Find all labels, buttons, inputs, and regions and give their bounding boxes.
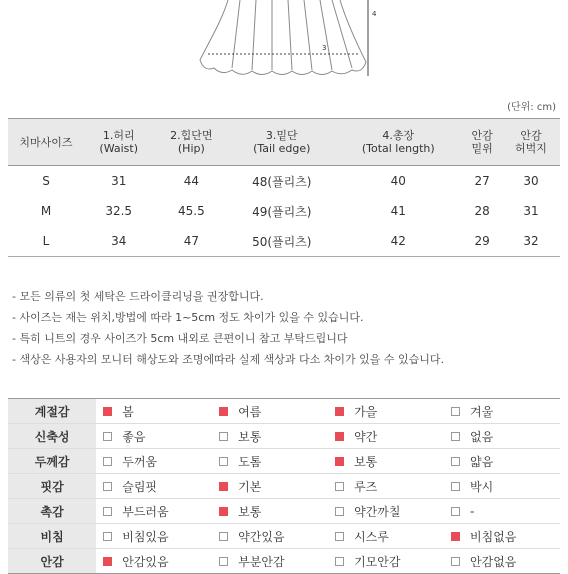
size-column-header (153, 119, 229, 166)
header-line: (Tail edge) (253, 142, 311, 155)
unchecked-box-icon (451, 457, 460, 466)
size-cell: 28 (474, 204, 490, 218)
unchecked-box-icon (451, 557, 460, 566)
size-column-header (502, 119, 560, 166)
size-cell: M (40, 204, 52, 218)
fit-option (328, 424, 444, 449)
header-line: 3.밑단 (265, 129, 298, 142)
checked-box-icon (219, 507, 228, 516)
header-line: 밑위 (471, 142, 493, 155)
size-cell: 30 (523, 174, 539, 188)
header-line: 1.허리 (102, 129, 135, 142)
fit-option (444, 399, 560, 424)
size-cell: S (42, 174, 50, 188)
fit-option (96, 549, 212, 574)
fit-option-label: 좋음 (122, 429, 146, 444)
fit-option (96, 524, 212, 549)
fit-option (444, 549, 560, 574)
fit-option-label: 얇음 (470, 454, 494, 469)
header-line: 허벅지 (515, 142, 547, 155)
checked-box-icon (335, 457, 344, 466)
fit-option-label: 약간있음 (238, 529, 285, 544)
unchecked-box-icon (451, 482, 460, 491)
note-line: - 사이즈는 재는 위치,방법에 따라 1~5cm 정도 차이가 있을 수 있습니다. (12, 311, 364, 324)
size-cell: 32.5 (105, 204, 133, 218)
unchecked-box-icon (451, 507, 460, 516)
fit-option (212, 424, 328, 449)
checked-box-icon (219, 482, 228, 491)
unchecked-box-icon (335, 507, 344, 516)
fit-option (96, 474, 212, 499)
fit-row (8, 424, 560, 449)
fit-option (328, 499, 444, 524)
fit-option (212, 524, 328, 549)
fit-option (328, 549, 444, 574)
fit-option (212, 499, 328, 524)
fit-option (444, 499, 560, 524)
checked-box-icon (335, 432, 344, 441)
header-line: 치마사이즈 (19, 135, 73, 149)
fit-option-label: 기본 (238, 479, 262, 494)
unit-note: (단위: cm) (507, 102, 556, 113)
size-cell: 27 (474, 174, 490, 188)
height-label: 4 (372, 10, 377, 18)
size-row (8, 196, 560, 226)
size-cell: 31 (111, 174, 127, 188)
size-cell: 44 (183, 174, 199, 188)
fit-row-label: 두께감 (8, 449, 96, 474)
unchecked-box-icon (103, 507, 112, 516)
size-cell: 42 (334, 226, 462, 257)
size-column-header (8, 119, 84, 166)
size-cell: 49(플리츠) (252, 204, 312, 219)
fit-option-label: 비침없음 (470, 529, 517, 544)
size-column-header (334, 119, 462, 166)
fit-option-label: 겨울 (470, 404, 494, 419)
note-line: - 색상은 사용자의 모니터 해상도와 조명에따라 실제 색상과 다소 차이가 있을 수 있습니다. (12, 353, 444, 366)
header-line: (Hip) (177, 142, 205, 155)
fit-option-label: 두꺼움 (122, 454, 158, 469)
size-cell: 32 (502, 226, 560, 257)
fit-option-label: 시스루 (354, 529, 389, 544)
fit-option-label: 보통 (238, 429, 262, 444)
checked-box-icon (335, 407, 344, 416)
fit-option (96, 499, 212, 524)
checked-box-icon (219, 407, 228, 416)
size-cell: 48(플리츠) (252, 174, 312, 189)
fit-option (212, 549, 328, 574)
size-cell: 41 (390, 204, 406, 218)
hem-label: 3 (322, 44, 327, 52)
unchecked-box-icon (219, 557, 228, 566)
fit-option-label: 루즈 (354, 479, 378, 494)
size-cell: 47 (153, 226, 229, 257)
size-cell: 34 (84, 226, 153, 257)
size-cell: 31 (523, 204, 539, 218)
size-cell: 45.5 (177, 204, 205, 218)
fit-option-label: 도톰 (238, 454, 262, 469)
fit-info-table (8, 398, 560, 574)
unchecked-box-icon (219, 532, 228, 541)
size-table (8, 118, 560, 257)
fit-option-label: 안감없음 (470, 554, 517, 569)
fit-option-label: 안감있음 (122, 554, 169, 569)
checked-box-icon (103, 557, 112, 566)
note-line: - 특히 니트의 경우 사이즈가 5cm 내외로 큰편이니 참고 부탁드립니다 (12, 332, 348, 345)
fit-row-label: 핏감 (8, 474, 96, 499)
fit-option (96, 399, 212, 424)
unchecked-box-icon (103, 432, 112, 441)
fit-option-label: 보통 (354, 454, 378, 469)
fit-option-label: - (470, 504, 475, 519)
fit-row (8, 474, 560, 499)
unchecked-box-icon (219, 457, 228, 466)
care-notes (12, 286, 444, 370)
note-line: - 모든 의류의 첫 세탁은 드라이클리닝을 권장합니다. (12, 290, 264, 303)
fit-row-label: 비침 (8, 524, 96, 549)
header-line: 2.힙단면 (170, 129, 213, 142)
fit-option (444, 524, 560, 549)
fit-option (328, 399, 444, 424)
fit-row-label: 신축성 (8, 424, 96, 449)
fit-option-label: 가을 (354, 404, 378, 419)
fit-option (444, 474, 560, 499)
size-row (8, 166, 560, 197)
unchecked-box-icon (103, 532, 112, 541)
unchecked-box-icon (335, 532, 344, 541)
fit-option-label: 슬림핏 (122, 479, 158, 494)
header-line: 안감 (520, 129, 542, 142)
unchecked-box-icon (103, 457, 112, 466)
header-line: (Total length) (361, 142, 435, 155)
unchecked-box-icon (451, 407, 460, 416)
header-line: 4.총장 (382, 129, 415, 142)
size-row (8, 226, 560, 257)
fit-option (328, 474, 444, 499)
fit-row (8, 549, 560, 574)
size-column-header (462, 119, 502, 166)
fit-option (212, 449, 328, 474)
fit-option-label: 부드러움 (122, 504, 169, 519)
fit-option (212, 399, 328, 424)
unchecked-box-icon (219, 432, 228, 441)
fit-option (96, 449, 212, 474)
fit-row (8, 524, 560, 549)
unchecked-box-icon (451, 432, 460, 441)
fit-option (212, 474, 328, 499)
unchecked-box-icon (335, 557, 344, 566)
fit-option-label: 기모안감 (354, 554, 401, 569)
size-cell: L (8, 226, 84, 257)
skirt-diagram (0, 0, 568, 92)
fit-option-label: 봄 (122, 404, 134, 419)
fit-row-label: 안감 (8, 549, 96, 574)
fit-option-label: 약간까칠 (354, 504, 401, 519)
checked-box-icon (103, 407, 112, 416)
fit-option-label: 비침있음 (122, 529, 169, 544)
fit-option (96, 424, 212, 449)
unchecked-box-icon (335, 482, 344, 491)
checked-box-icon (451, 532, 460, 541)
size-column-header (229, 119, 334, 166)
unchecked-box-icon (103, 482, 112, 491)
size-column-header (84, 119, 153, 166)
fit-option (328, 449, 444, 474)
fit-row (8, 399, 560, 424)
header-line: 안감 (471, 129, 493, 142)
fit-option-label: 약간 (354, 429, 378, 444)
fit-option (328, 524, 444, 549)
fit-option-label: 보통 (238, 504, 262, 519)
size-cell: 29 (462, 226, 502, 257)
fit-row-label: 계절감 (8, 399, 96, 424)
header-line: (Waist) (99, 142, 139, 155)
fit-row-label: 촉감 (8, 499, 96, 524)
fit-row (8, 449, 560, 474)
fit-option (444, 424, 560, 449)
fit-option (444, 449, 560, 474)
fit-option-label: 부분안감 (238, 554, 285, 569)
size-cell: 50(플리츠) (229, 226, 334, 257)
fit-row (8, 499, 560, 524)
fit-option-label: 여름 (238, 404, 262, 419)
size-cell: 40 (390, 174, 406, 188)
fit-option-label: 박시 (470, 479, 494, 494)
fit-option-label: 없음 (470, 429, 494, 444)
